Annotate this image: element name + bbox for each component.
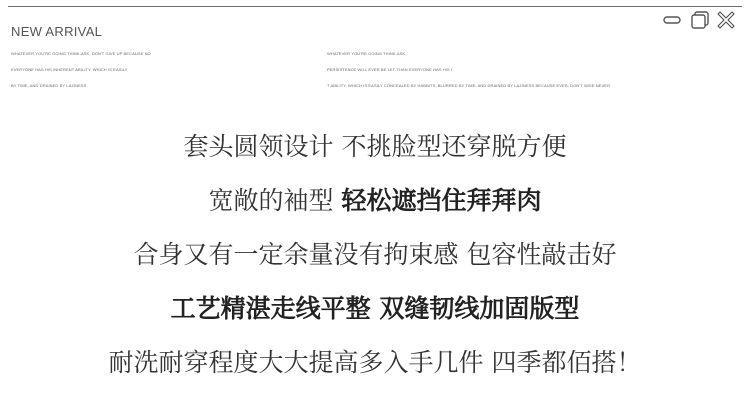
description-line-5: 耐洗耐穿程度大大提高多入手几件 四季都佰搭！ [108,348,642,377]
description-line-4: 工艺精湛走线平整 双缝韧线加固版型 [170,294,580,323]
description-line-3: 合身又有一定余量没有拘束感 包容性敲击好 [133,240,617,269]
description-line-2-regular: 宽敞的袖型 [208,186,334,215]
description-line-1: 套头圆领设计 不挑脸型还穿脱方便 [183,132,567,161]
page-title: NEW ARRIVAL [11,24,103,39]
window-controls [662,10,738,32]
minimize-icon[interactable] [662,10,682,30]
small-text-right-1: WHATEVER YOU'RE GOING THINK-ASK, [327,51,407,56]
small-text-left-3: BY TIME, AND DRAINED BY LAZINESS [11,83,87,88]
small-text-right-2: PERSISTENCE WILL EVER BE LET-THAN EVERYONE HAS HIS I [327,67,453,72]
top-divider [8,6,742,7]
description-line-2-bold: 轻松遮挡住拜拜肉 [341,186,542,215]
small-text-left-1: WHATEVER YOU'RE GOING THINK-ASK, DON'T GIVE UP BECAUSE NO [11,51,151,56]
small-text-left-2: EVERYONE HAS HIS INHERENT ABILITY, WHICH IS EASILY [11,67,128,72]
description-line-2 [0,181,750,217]
maximize-icon[interactable] [690,10,710,30]
small-text-right-3: T ABILITY, WHICH IS EASILY CONCEALED BY HABBITS, BLURRED BY TIME, AND DRAINED BY LAZINESS BECAUSE EVER, DON'T WISE NEVER [327,83,611,88]
close-icon[interactable] [716,10,736,30]
